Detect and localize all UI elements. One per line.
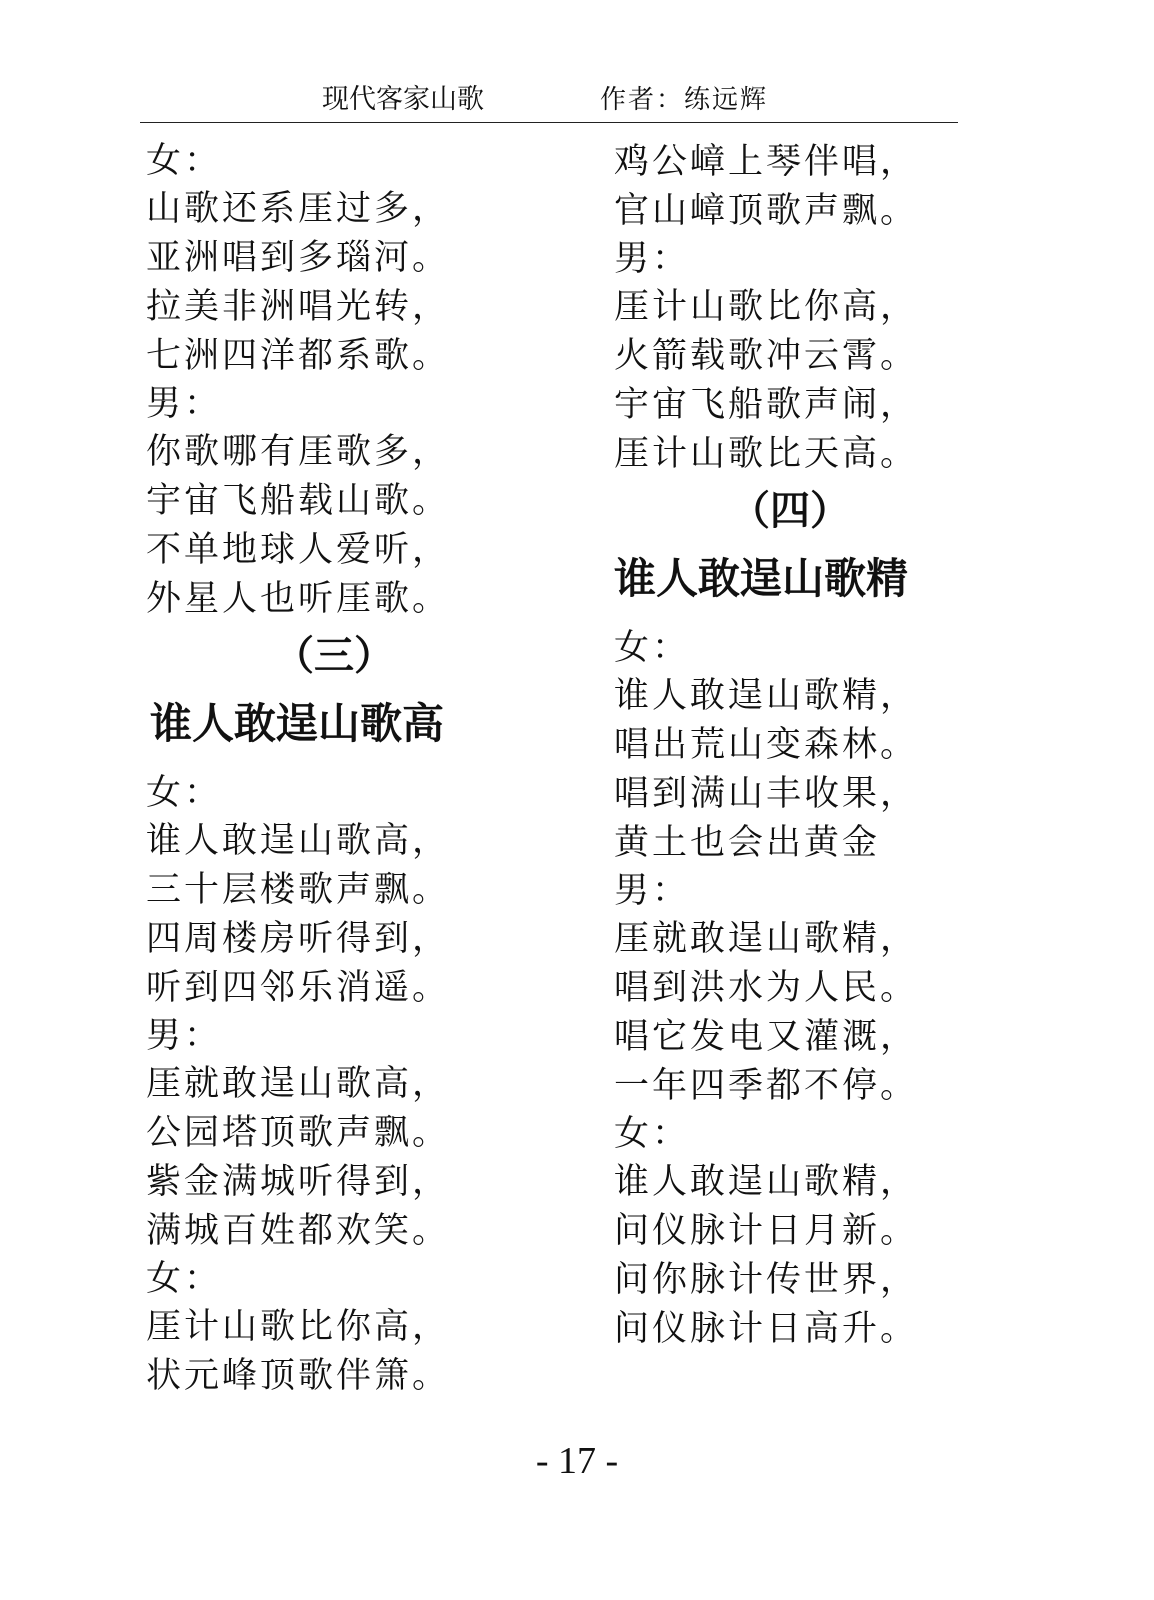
- speaker-label: 女：: [146, 141, 223, 181]
- left-column: [146, 138, 576, 1401]
- verse-line: 三十层楼歌声飘。: [146, 870, 451, 910]
- speaker-label: 男：: [146, 384, 223, 424]
- section-number: （三）: [274, 633, 394, 679]
- author-line: 作者：练远辉: [600, 85, 769, 115]
- section-title: 谁人敢逞山歌精: [614, 554, 909, 603]
- verse-line: 满城百姓都欢笑。: [146, 1211, 451, 1251]
- page-number: - 17 -: [535, 1440, 619, 1482]
- section-title: 谁人敢逞山歌高: [150, 699, 445, 748]
- verse-line: 不单地球人爱听，: [146, 530, 451, 570]
- verse-line: 公园塔顶歌声飘。: [146, 1113, 451, 1153]
- verse-line: 亚洲唱到多瑙河。: [146, 238, 451, 278]
- speaker-label: 男：: [146, 1016, 223, 1056]
- verse-line: 厓计山歌比你高，: [614, 287, 919, 327]
- verse-line: 你歌哪有厓歌多，: [146, 432, 451, 472]
- verse-line: 外星人也听厓歌。: [146, 579, 451, 619]
- verse-line: 宇宙飞船歌声闹，: [614, 385, 919, 425]
- verse-line: 厓就敢逞山歌精，: [614, 919, 919, 959]
- verse-line: 黄土也会出黄金: [614, 823, 881, 863]
- verse-line: 谁人敢逞山歌精，: [614, 1162, 919, 1202]
- verse-line: 一年四季都不停。: [614, 1066, 919, 1106]
- verse-line: 谁人敢逞山歌精，: [614, 676, 919, 716]
- verse-line: 唱到满山丰收果，: [614, 774, 919, 814]
- page-header: [140, 82, 958, 122]
- verse-line: 谁人敢逞山歌高，: [146, 821, 451, 861]
- speaker-label: 男：: [614, 239, 691, 279]
- speaker-label: 女：: [614, 628, 691, 668]
- verse-line: 拉美非洲唱光转，: [146, 287, 451, 327]
- verse-line: 唱出荒山变森林。: [614, 725, 919, 765]
- speaker-label: 男：: [614, 871, 691, 911]
- header-rule: [140, 122, 958, 123]
- book-title: 现代客家山歌: [322, 84, 484, 115]
- verse-line: 问仪脉计日月新。: [614, 1211, 919, 1251]
- verse-line: 厓就敢逞山歌高，: [146, 1064, 451, 1104]
- speaker-label: 女：: [146, 1259, 223, 1299]
- verse-line: 厓计山歌比你高，: [146, 1307, 451, 1347]
- verse-line: 唱到洪水为人民。: [614, 968, 919, 1008]
- verse-line: 四周楼房听得到，: [146, 919, 451, 959]
- speaker-label: 女：: [614, 1114, 691, 1154]
- verse-line: 厓计山歌比天高。: [614, 434, 919, 474]
- verse-line: 官山嶂顶歌声飘。: [614, 191, 919, 231]
- verse-line: 紫金满城听得到，: [146, 1162, 451, 1202]
- verse-line: 宇宙飞船载山歌。: [146, 481, 451, 521]
- verse-line: 七洲四洋都系歌。: [146, 336, 451, 376]
- verse-line: 鸡公嶂上琴伴唱，: [614, 142, 919, 182]
- speaker-label: 女：: [146, 773, 223, 813]
- verse-line: 唱它发电又灌溉，: [614, 1017, 919, 1057]
- verse-line: 听到四邻乐消遥。: [146, 968, 451, 1008]
- right-column: [614, 138, 1014, 1354]
- section-number: （四）: [730, 488, 850, 534]
- verse-line: 火箭载歌冲云霄。: [614, 336, 919, 376]
- verse-line: 问仪脉计日高升。: [614, 1309, 919, 1349]
- verse-line: 问你脉计传世界，: [614, 1260, 919, 1300]
- verse-line: 状元峰顶歌伴箫。: [146, 1356, 451, 1396]
- verse-line: 山歌还系厓过多，: [146, 189, 451, 229]
